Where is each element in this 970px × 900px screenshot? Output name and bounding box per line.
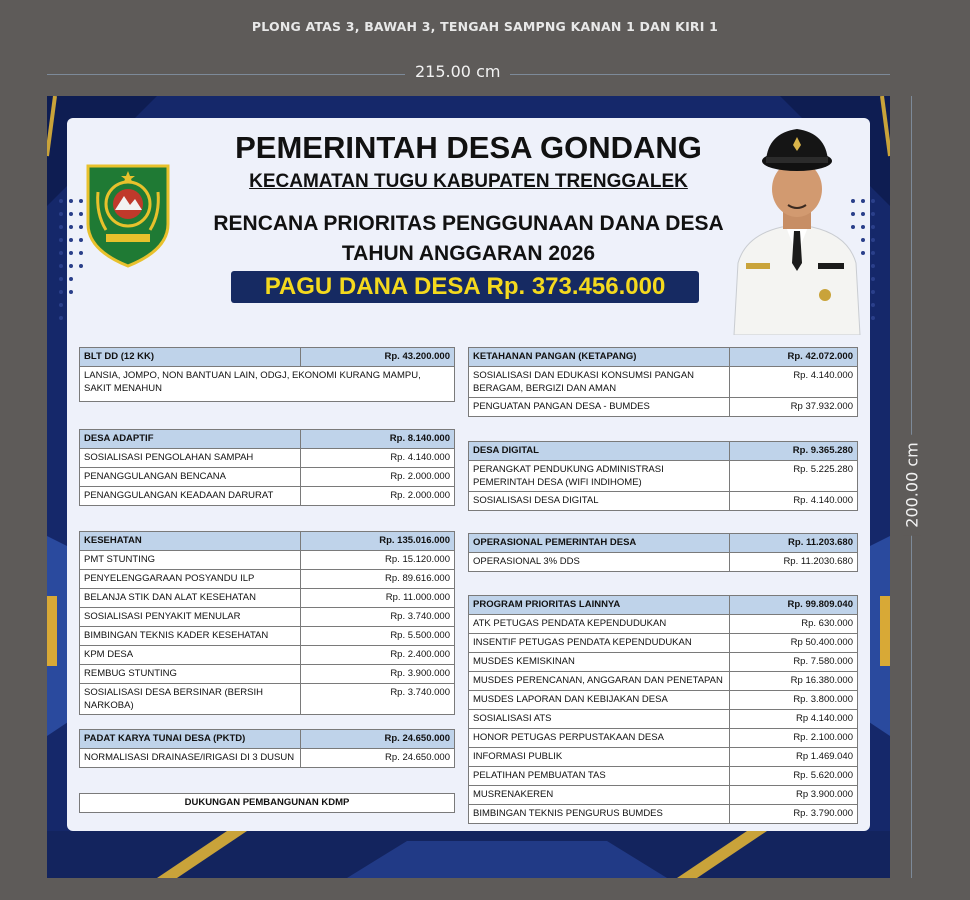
item-value: Rp. 3.900.000 [301,665,455,684]
item-value: Rp. 11.2030.680 [730,553,858,572]
item-label: LANSIA, JOMPO, NON BANTUAN LAIN, ODGJ, EKONOMI KURANG MAMPU, SAKIT MENAHUN [80,367,455,402]
section-title: OPERASIONAL PEMERINTAH DESA [469,534,730,553]
section-total: Rp. 135.016.000 [301,532,455,551]
item-label: PENANGGULANGAN KEADAAN DARURAT [80,487,301,506]
table-header-row [80,730,455,749]
item-label: BELANJA STIK DAN ALAT KESEHATAN [80,589,301,608]
item-value: Rp. 3.800.000 [730,691,858,710]
table-row [469,553,858,572]
item-label: NORMALISASI DRAINASE/IRIGASI DI 3 DUSUN [80,749,301,768]
adaptif-table [79,429,455,506]
item-label: ATK PETUGAS PENDATA KEPENDUDUKAN [469,615,730,634]
section-total: Rp. 8.140.000 [301,430,455,449]
item-value: Rp. 4.140.000 [730,492,858,511]
item-label: OPERASIONAL 3% DDS [469,553,730,572]
item-value: Rp 50.400.000 [730,634,858,653]
table-row [80,551,455,570]
item-value: Rp. 89.616.000 [301,570,455,589]
table-row [469,805,858,824]
section-title: KESEHATAN [80,532,301,551]
table-header-row [469,596,858,615]
section-total: Rp. 9.365.280 [730,442,858,461]
table-row [80,627,455,646]
table-row [80,665,455,684]
plan-title: RENCANA PRIORITAS PENGGUNAAN DANA DESA [213,212,724,235]
item-label: MUSDES PERENCANAN, ANGGARAN DAN PENETAPAN [469,672,730,691]
table-row [80,608,455,627]
item-label: MUSDES LAPORAN DAN KEBIJAKAN DESA [469,691,730,710]
table-header-row [469,534,858,553]
table-row [469,691,858,710]
budget-year: TAHUN ANGGARAN 2026 [341,242,596,265]
item-value: Rp. 24.650.000 [301,749,455,768]
item-label: PENGUATAN PANGAN DESA - BUMDES [469,398,730,417]
kdmp-label: DUKUNGAN PEMBANGUNAN KDMP [80,794,455,813]
table-header-row [80,430,455,449]
table-row [469,634,858,653]
pagu-badge: PAGU DANA DESA Rp. 373.456.000 [231,271,699,303]
item-value: Rp. 5.620.000 [730,767,858,786]
item-value: Rp. 2.000.000 [301,487,455,506]
table-row [80,589,455,608]
item-label: INSENTIF PETUGAS PENDATA KEPENDUDUKAN [469,634,730,653]
subtitle: KECAMATAN TUGU KABUPATEN TRENGGALEK [249,171,688,192]
section-title: PADAT KARYA TUNAI DESA (PKTD) [80,730,301,749]
item-label: REMBUG STUNTING [80,665,301,684]
item-value: Rp 4.140.000 [730,710,858,729]
table-row [80,449,455,468]
item-label: PELATIHAN PEMBUATAN TAS [469,767,730,786]
kesehatan-table [79,531,455,715]
table-row [469,461,858,492]
section-title: KETAHANAN PANGAN (KETAPANG) [469,348,730,367]
desa-digital-table [468,441,858,511]
item-label: SOSIALISASI DESA BERSINAR (BERSIH NARKOBA) [80,684,301,715]
item-label: MUSRENAKEREN [469,786,730,805]
blt-table [79,347,455,402]
print-note: PLONG ATAS 3, BAWAH 3, TENGAH SAMPNG KANAN 1 DAN KIRI 1 [251,19,719,34]
program-lainnya-table [468,595,858,824]
section-title: PROGRAM PRIORITAS LAINNYA [469,596,730,615]
table-row [469,729,858,748]
section-total: Rp. 99.809.040 [730,596,858,615]
item-label: PENYELENGGARAAN POSYANDU ILP [80,570,301,589]
item-label: INFORMASI PUBLIK [469,748,730,767]
item-label: PENANGGULANGAN BENCANA [80,468,301,487]
table-header-row [469,348,858,367]
item-value: Rp. 2.100.000 [730,729,858,748]
page-title: PEMERINTAH DESA GONDANG [235,130,702,165]
table-row [80,468,455,487]
item-label: SOSIALISASI ATS [469,710,730,729]
item-value: Rp. 11.000.000 [301,589,455,608]
section-title: DESA ADAPTIF [80,430,301,449]
section-title: DESA DIGITAL [469,442,730,461]
section-total: Rp. 42.072.000 [730,348,858,367]
item-value: Rp. 3.790.000 [730,805,858,824]
table-header-row [80,532,455,551]
table-row [80,487,455,506]
table-row [469,710,858,729]
pktd-table [79,729,455,768]
table-row [80,749,455,768]
item-value: Rp 16.380.000 [730,672,858,691]
item-label: HONOR PETUGAS PERPUSTAKAAN DESA [469,729,730,748]
item-value: Rp 37.932.000 [730,398,858,417]
table-header-row [469,442,858,461]
item-value: Rp. 2.400.000 [301,646,455,665]
item-label: PERANGKAT PENDUKUNG ADMINISTRASI PEMERINTAH DESA (WIFI INDIHOME) [469,461,730,492]
section-total: Rp. 43.200.000 [301,348,455,367]
item-label: BIMBINGAN TEKNIS KADER KESEHATAN [80,627,301,646]
item-value: Rp. 7.580.000 [730,653,858,672]
height-dimension-label: 200.00 cm [903,434,922,535]
operasional-table [468,533,858,572]
table-row [469,398,858,417]
table-row [469,767,858,786]
table-header-row [80,348,455,367]
item-value: Rp 3.900.000 [730,786,858,805]
item-value: Rp. 3.740.000 [301,608,455,627]
section-total: Rp. 24.650.000 [301,730,455,749]
item-value: Rp. 15.120.000 [301,551,455,570]
item-value: Rp. 630.000 [730,615,858,634]
item-label: SOSIALISASI DAN EDUKASI KONSUMSI PANGAN BERAGAM, BERGIZI DAN AMAN [469,367,730,398]
item-label: KPM DESA [80,646,301,665]
item-label: BIMBINGAN TEKNIS PENGURUS BUMDES [469,805,730,824]
table-row [80,570,455,589]
table-row [469,615,858,634]
table-row [80,646,455,665]
banner [47,96,890,878]
table-row [80,794,455,813]
item-label: SOSIALISASI PENYAKIT MENULAR [80,608,301,627]
item-label: MUSDES KEMISKINAN [469,653,730,672]
section-total: Rp. 11.203.680 [730,534,858,553]
table-row [80,367,455,402]
width-dimension-label: 215.00 cm [405,62,510,81]
table-row [469,786,858,805]
item-value: Rp. 5.500.000 [301,627,455,646]
ketahanan-pangan-table [468,347,858,417]
table-row [80,684,455,715]
table-row [469,672,858,691]
table-row [469,492,858,511]
table-row [469,367,858,398]
item-label: PMT STUNTING [80,551,301,570]
item-value: Rp 1.469.040 [730,748,858,767]
kdmp-table [79,793,455,813]
item-value: Rp. 3.740.000 [301,684,455,715]
section-title: BLT DD (12 KK) [80,348,301,367]
item-value: Rp. 5.225.280 [730,461,858,492]
item-value: Rp. 4.140.000 [301,449,455,468]
table-row [469,653,858,672]
item-label: SOSIALISASI PENGOLAHAN SAMPAH [80,449,301,468]
item-label: SOSIALISASI DESA DIGITAL [469,492,730,511]
table-row [469,748,858,767]
item-value: Rp. 2.000.000 [301,468,455,487]
item-value: Rp. 4.140.000 [730,367,858,398]
